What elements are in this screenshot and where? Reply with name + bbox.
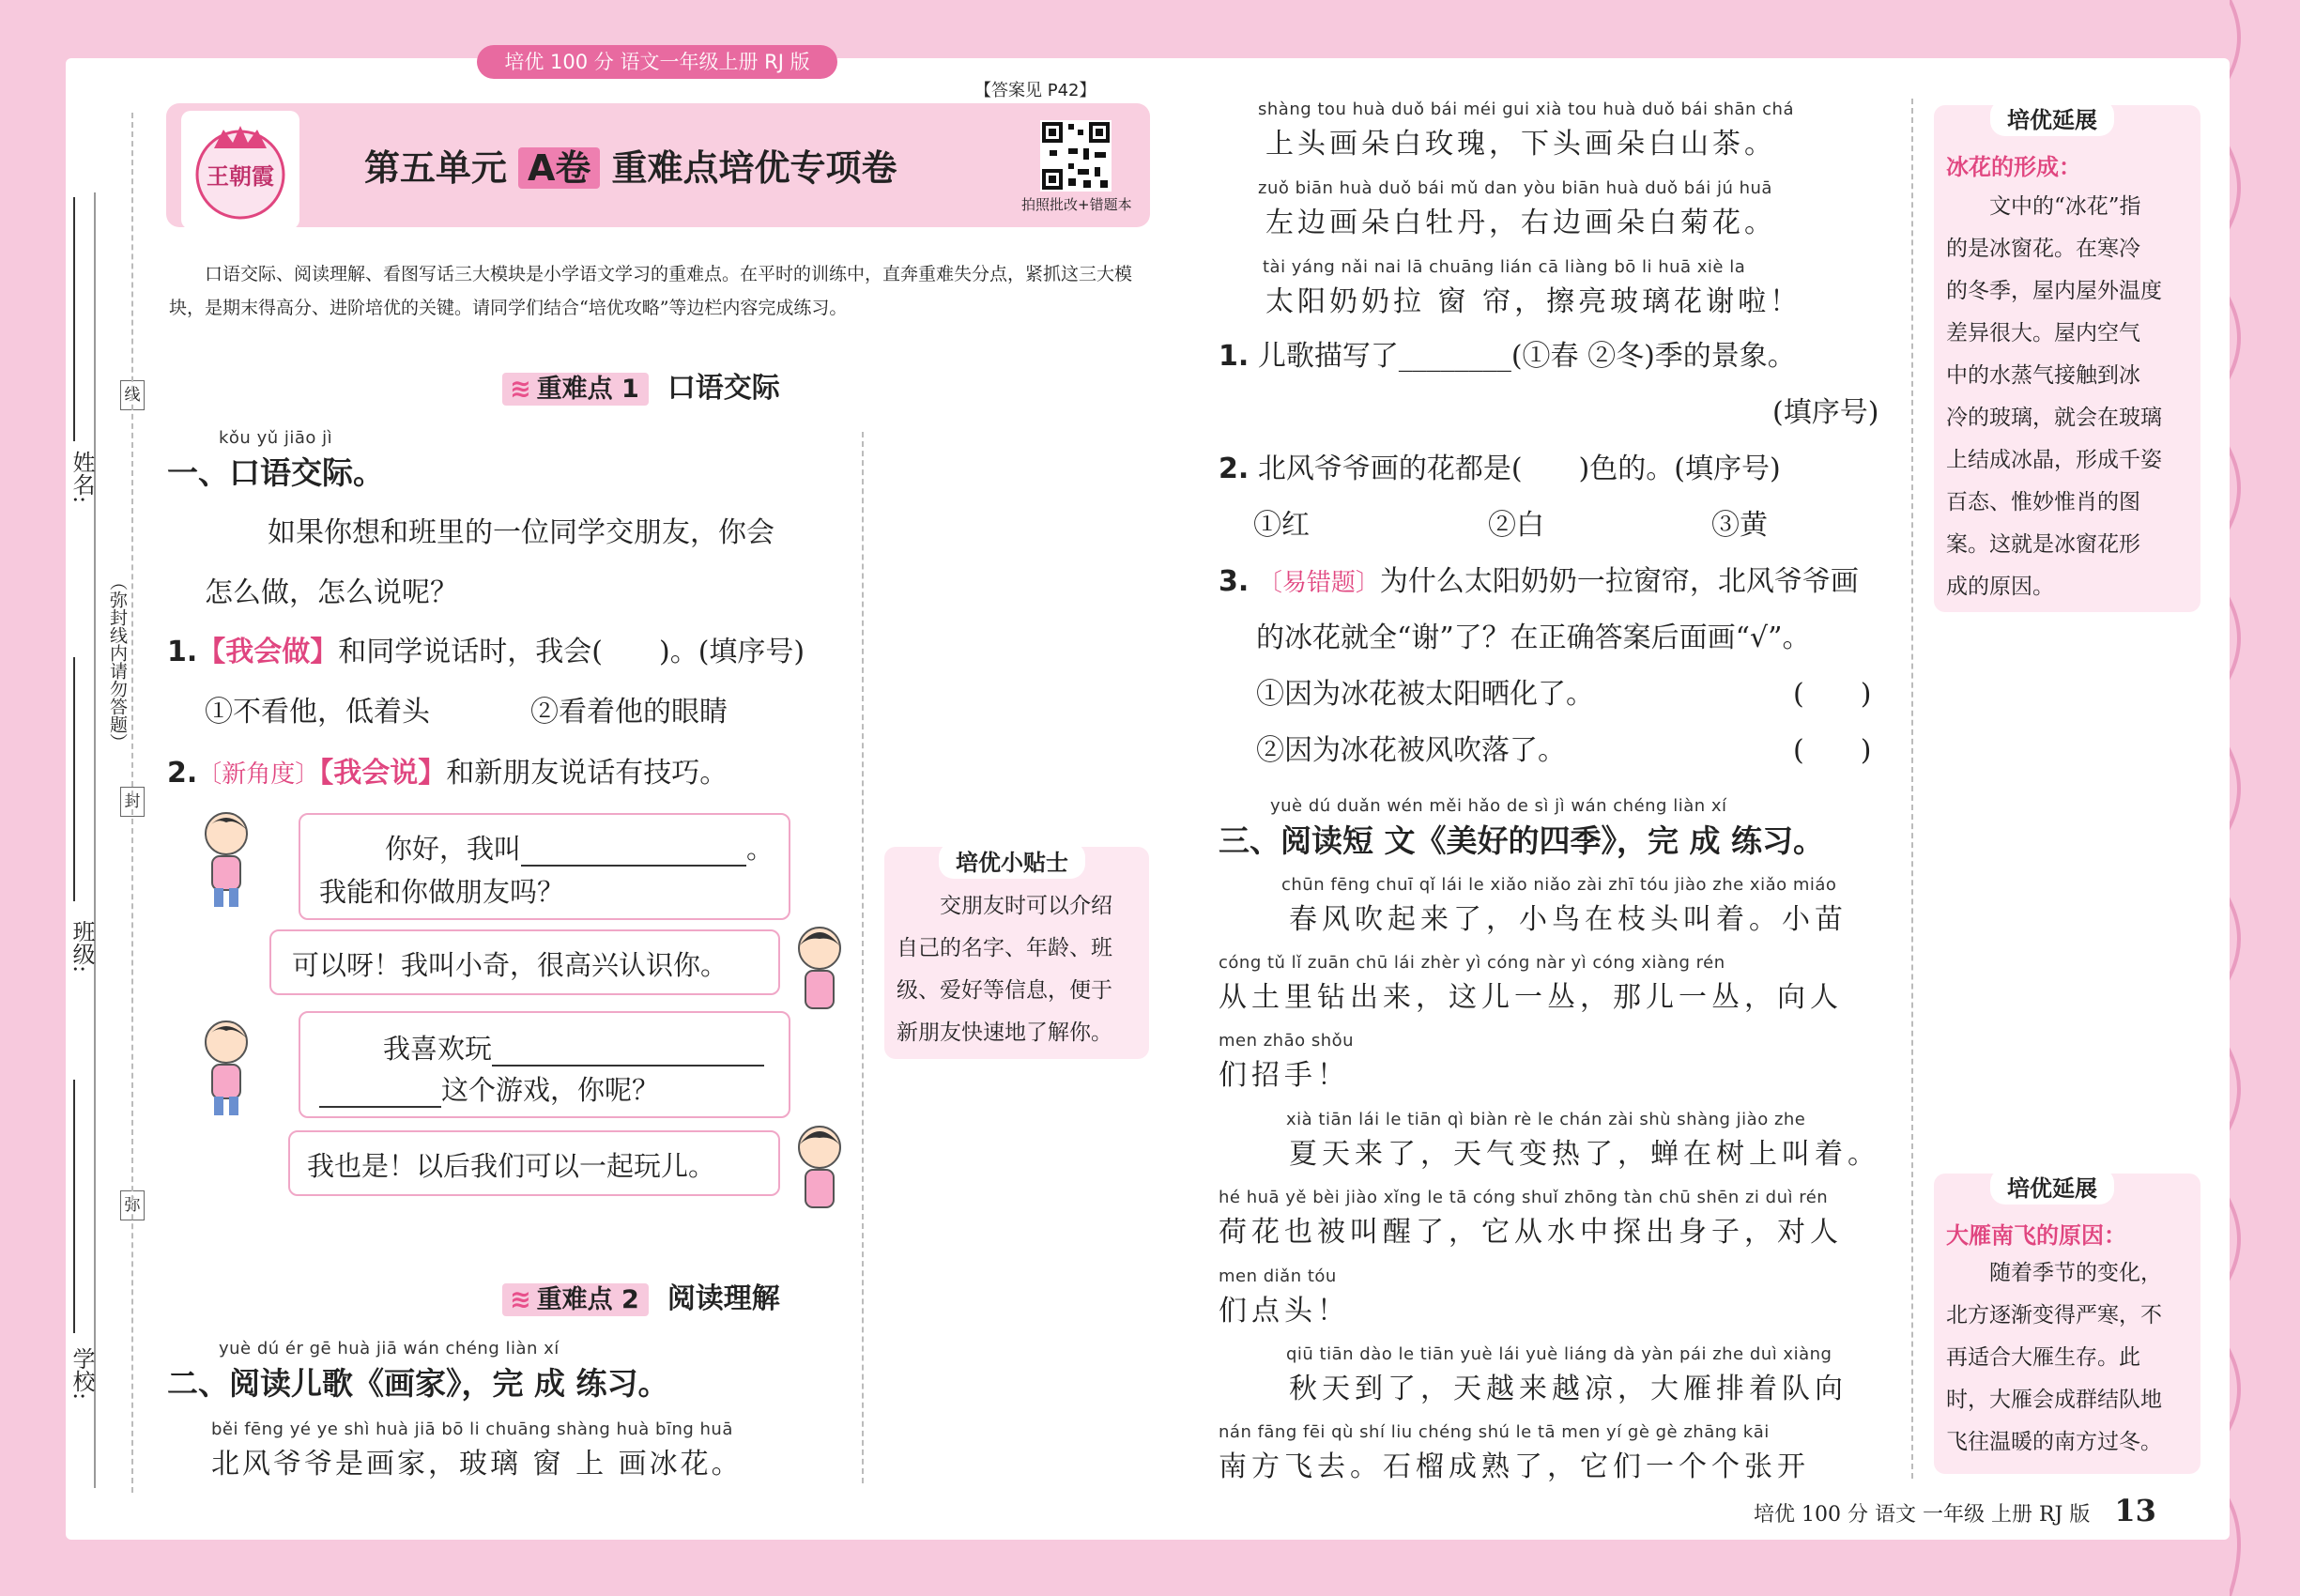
bubble3-line1: 我喜欢玩: [383, 1033, 493, 1065]
poem-line1-pinyin: běi fēng yé ye shì huà jiā bō li chuāng shàng huà bīng huā: [211, 1420, 733, 1439]
passage-line4-pinyin: xià tiān lái le tiān qì biàn rè le chán zài shù shàng jiào zhe: [1286, 1110, 1806, 1129]
qr-code-icon[interactable]: [1040, 120, 1112, 192]
binding-line: [94, 192, 96, 1488]
q1-title: 一、口语交际。: [167, 454, 384, 491]
s2-question3: 3. 〔易错题〕为什么太阳奶奶一拉窗帘，北风爷爷画: [1219, 565, 1859, 598]
page-footer: [1754, 1493, 2156, 1528]
intro-paragraph: 口语交际、阅读理解、看图写话三大模块是小学语文学习的重难点。在平时的训练中，直奔重难失分点，紧抓这三大模块，是期末得高分、进阶培优的关键。请同学们结合“培优攻略”等边栏内容完成练习。: [169, 264, 1133, 318]
section2-tag: ≋ 重难点 2: [502, 1283, 649, 1316]
passage-line7-pinyin: qiū tiān dào le tiān yuè lái yuè liáng dà yàn pái zhe duì xiàng: [1286, 1344, 1832, 1364]
publisher-logo: [181, 111, 299, 229]
school-label: 学校:: [69, 1347, 95, 1401]
s2-q2-option1[interactable]: ①红: [1253, 509, 1310, 542]
section2-header: [502, 1275, 780, 1316]
class-underline: [73, 657, 75, 901]
poem-line1: 北风爷爷是画家，玻璃 窗 上 画冰花。: [211, 1448, 743, 1481]
q1-prompt-line1: 如果你想和班里的一位同学交朋友，你会: [268, 516, 774, 549]
class-label: 班级:: [69, 920, 95, 974]
tip-text: 交朋友时可以介绍 自己的名字、年龄、班 级、爱好等信息，便于 新朋友快速地了解你。: [897, 894, 1112, 1045]
extension-box-1-subtitle: 冰花的形成：: [1946, 154, 2081, 180]
passage-line2-pinyin: cóng tǔ lǐ zuān chū lái zhèr yì cóng nàr yì cóng xiàng rén: [1219, 953, 1725, 973]
s2-question3-line2: 的冰花就全“谢”了？在正确答案后面画“√”。: [1256, 622, 1811, 654]
book-series-tab: 培优 100 分 语文一年级上册 RJ 版: [477, 45, 837, 79]
worksheet-title: [364, 139, 897, 191]
passage-line6-pinyin: men diǎn tóu: [1219, 1266, 1337, 1286]
qr-label: 拍照批改+错题本: [1021, 196, 1132, 213]
passage-line1: 春风吹起来了，小鸟在枝头叫着。小苗: [1289, 903, 1848, 936]
seal-mark: 封: [120, 787, 145, 817]
title-unit: 第五单元: [364, 147, 508, 189]
section2-title: 阅读理解: [667, 1282, 780, 1315]
q3-title: 三、阅读短 文《美好的四季》，完 成 练习。: [1219, 822, 1824, 859]
extension-box-1-title: 培优延展: [1990, 100, 2114, 136]
passage-line5-pinyin: hé huā yě bèi jiào xǐng le tā cóng shuǐ zhōng tàn chū shēn zi duì rén: [1219, 1188, 1829, 1207]
poem-line3: 左边画朵白牡丹，右边画朵白菊花。: [1265, 207, 1776, 239]
s2-q3-option1-answer[interactable]: ( ): [1793, 678, 1872, 711]
name-label: 姓名:: [69, 451, 95, 504]
passage-line6: 们点头！: [1219, 1295, 1350, 1327]
q3-pinyin: yuè dú duǎn wén měi hǎo de sì jì wán chéng liàn xí: [1270, 796, 1727, 816]
bubble1-line1: 你好，我叫: [385, 833, 522, 865]
s2-q3-option1: ①因为冰花被太阳晒化了。: [1256, 678, 1594, 711]
game-blank-cont[interactable]: [319, 1078, 441, 1108]
line-mark: 线: [120, 380, 145, 410]
q1-item2: 2.〔新角度〕【我会说】和新朋友说话有技巧。: [167, 757, 728, 790]
s2-q2-option3[interactable]: ③黄: [1711, 509, 1768, 542]
q1-prompt-line2: 怎么做，怎么说呢？: [205, 576, 458, 609]
binding-note: （弥封线内请勿答题）: [107, 573, 128, 751]
section1-tag: ≋ 重难点 1: [502, 373, 649, 406]
logo-crown-icon: [181, 111, 299, 229]
tip-title: 培优小贴士: [939, 842, 1085, 879]
passage-line4: 夏天来了，天气变热了，蝉在树上叫着。: [1289, 1138, 1880, 1171]
wavy-border-decoration: [2230, 0, 2300, 1596]
dialogue-bubble-4: [288, 1130, 780, 1196]
passage-line3-pinyin: men zhāo shǒu: [1219, 1031, 1355, 1051]
boy-avatar-icon: [197, 806, 255, 909]
bubble1-line2: 我能和你做朋友吗？: [319, 876, 565, 908]
extension-box-2-subtitle: 大雁南飞的原因：: [1946, 1222, 2126, 1249]
extension-box-2-text: 随着季节的变化， 北方逐渐变得严寒，不 再适合大雁生存。此 时，大雁会成群结队地 飞往温暖的南方过冬。: [1946, 1261, 2162, 1454]
q1-pinyin: kǒu yǔ jiāo jì: [219, 428, 333, 448]
name-blank[interactable]: [521, 836, 746, 867]
binding-dashed-line: [131, 113, 133, 1493]
poem-line2: 上头画朵白玫瑰，下头画朵白山茶。: [1265, 128, 1776, 161]
q2-title: 二、阅读儿歌《画家》，完 成 练习。: [167, 1365, 669, 1402]
passage-line8-pinyin: nán fāng fēi qù shí liu chéng shú le tā men yí gè gè zhāng kāi: [1219, 1422, 1770, 1442]
dialogue-bubble-3: [299, 1011, 790, 1118]
mi-mark: 弥: [120, 1190, 145, 1220]
section1-header: [502, 364, 780, 406]
q2-pinyin: yuè dú ér gē huà jiā wán chéng liàn xí: [219, 1339, 560, 1358]
passage-line3: 们招手！: [1219, 1059, 1350, 1092]
s2-question2: 2. 北风爷爷画的花都是( )色的。(填序号): [1219, 453, 1781, 485]
answer-reference: 【答案见 P42】: [974, 81, 1096, 100]
passage-line5: 荷花也被叫醒了，它从水中探出身子，对人: [1219, 1216, 1843, 1249]
s2-question1: 1. 儿歌描写了________(①春 ②冬)季的景象。: [1219, 340, 1796, 373]
footer-text: 培优 100 分 语文 一年级 上册 RJ 版: [1754, 1503, 2091, 1527]
bubble3-line2: 这个游戏，你呢？: [441, 1074, 660, 1106]
passage-line2: 从土里钻出来，这儿一丛，那儿一丛，向人: [1219, 981, 1843, 1014]
bubble2-text: 可以呀！我叫小奇，很高兴认识你。: [292, 949, 728, 981]
dialogue-bubble-2: [269, 929, 780, 995]
school-underline: [73, 1080, 75, 1333]
bubble4-text: 我也是！以后我们可以一起玩儿。: [307, 1150, 716, 1182]
title-main: 重难点培优专项卷: [611, 147, 897, 189]
q1-item1: 1.【我会做】和同学说话时，我会( )。(填序号): [167, 636, 805, 668]
column-divider-1: [862, 432, 864, 1483]
section1-title: 口语交际: [667, 372, 780, 405]
boy-avatar-icon-2: [197, 1014, 255, 1117]
poem-line3-pinyin: zuǒ biān huà duǒ bái mǔ dan yòu biān huà duǒ bái jú huā: [1258, 178, 1772, 198]
extension-box-1-text: 文中的“冰花”指 的是冰窗花。在寒冷 的冬季，屋内屋外温度 差异很大。屋内空气 中的水蒸气接触到冰 冷的玻璃，就会在玻璃 上结成冰晶，形成千姿 百态、惟妙惟肖的图 案。这就是冰窗花形 成的原因。: [1946, 194, 2162, 599]
extension-box-2-title: 培优延展: [1990, 1168, 2114, 1205]
s2-q3-option2-answer[interactable]: ( ): [1793, 734, 1872, 767]
poem-line2-pinyin: shàng tou huà duǒ bái méi gui xià tou huà duǒ bái shān chá: [1258, 100, 1794, 119]
passage-line7: 秋天到了，天越来越凉，大雁排着队向: [1289, 1373, 1848, 1405]
q1-item1-option1[interactable]: ①不看他，低着头: [205, 696, 430, 729]
name-underline: [73, 197, 75, 441]
game-blank[interactable]: [492, 1036, 764, 1067]
q1-item1-option2[interactable]: ②看着他的眼睛: [530, 696, 728, 729]
dialogue-bubble-1: 你好，我叫 。 我能和你做朋友吗？: [299, 813, 790, 920]
s2-question1-tail: (填序号): [1772, 396, 1879, 429]
page-number: 13: [2114, 1493, 2156, 1528]
column-divider-2: [1911, 99, 1913, 1479]
poem-line4-pinyin: tài yáng nǎi nai lā chuāng lián cā liàng bō li huā xiè la: [1263, 257, 1746, 277]
girl-avatar-icon-2: [790, 1119, 849, 1222]
title-juan-badge: A卷: [518, 147, 600, 189]
poem-line4: 太阳奶奶拉 窗 帘，擦亮玻璃花谢啦！: [1265, 285, 1802, 318]
passage-line1-pinyin: chūn fēng chuī qǐ lái le xiǎo niǎo zài zhī tóu jiào zhe xiǎo miáo: [1281, 875, 1837, 895]
s2-q2-option2[interactable]: ②白: [1488, 509, 1544, 542]
s2-q3-option2: ②因为冰花被风吹落了。: [1256, 734, 1566, 767]
passage-line8: 南方飞去。石榴成熟了，它们一个个张开: [1219, 1450, 1810, 1483]
girl-avatar-icon: [790, 920, 849, 1023]
logo-text: 王朝霞: [207, 162, 274, 190]
